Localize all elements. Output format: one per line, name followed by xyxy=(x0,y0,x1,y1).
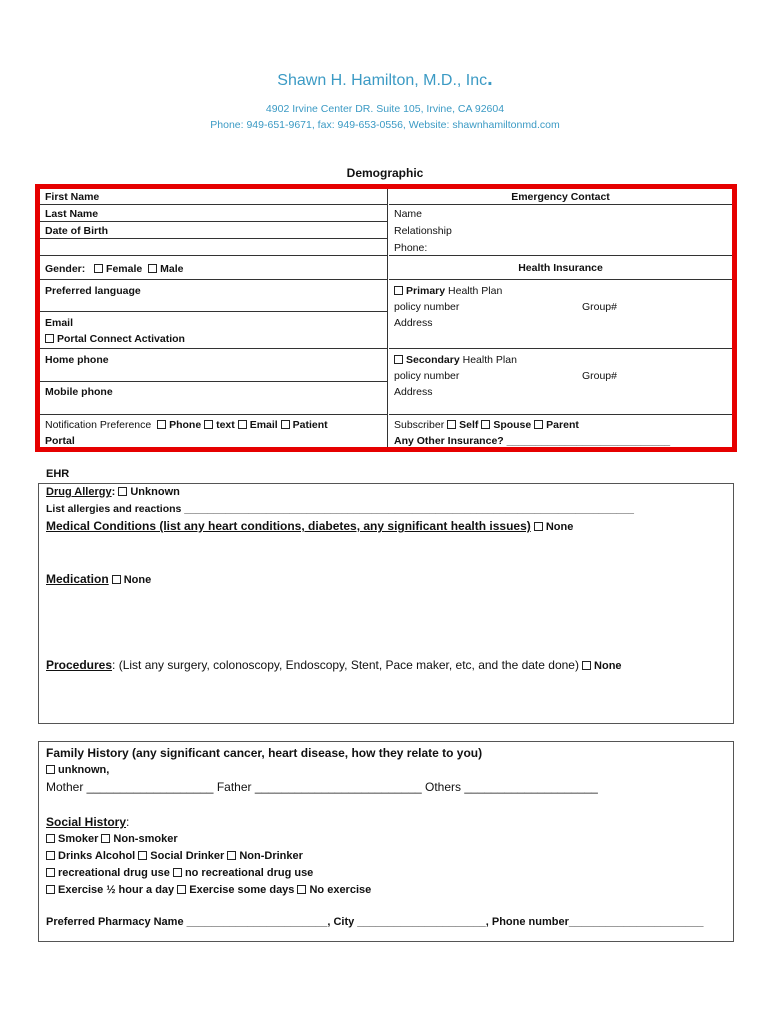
male-checkbox[interactable] xyxy=(148,264,157,273)
mobile-phone-field[interactable]: Mobile phone xyxy=(40,382,387,415)
ec-name-field[interactable]: Name xyxy=(394,208,423,220)
demographic-title: Demographic xyxy=(346,166,424,180)
first-name-field[interactable]: First Name xyxy=(40,189,387,205)
smoker-label: Smoker xyxy=(58,833,99,845)
notif-patient-checkbox[interactable] xyxy=(281,420,290,429)
notif-text-label: text xyxy=(216,419,235,431)
spouse-label: Spouse xyxy=(493,419,532,431)
notif-email-checkbox[interactable] xyxy=(238,420,247,429)
self-label: Self xyxy=(459,419,479,431)
demographic-right-column xyxy=(389,189,732,447)
demographic-left-column xyxy=(40,189,388,447)
notif-email-label: Email xyxy=(249,419,278,431)
email-field[interactable]: Email xyxy=(45,317,74,329)
emergency-contact-title: Emergency Contact xyxy=(389,189,732,205)
procedures-label: Procedures xyxy=(46,658,113,672)
home-phone-field[interactable]: Home phone xyxy=(40,349,387,382)
procedures-none-checkbox[interactable] xyxy=(582,661,591,670)
allergies-field[interactable]: List allergies and reactions _____________________________________________________________________________ xyxy=(46,503,634,515)
drug-allergy-unknown-checkbox[interactable] xyxy=(118,487,127,496)
no-exercise-checkbox[interactable] xyxy=(297,885,306,894)
non-drinker-label: Non-Drinker xyxy=(239,850,303,862)
family-unknown-checkbox[interactable] xyxy=(46,765,55,774)
secondary-checkbox[interactable] xyxy=(394,355,403,364)
notif-text-checkbox[interactable] xyxy=(204,420,213,429)
medication-none-label: None xyxy=(123,574,152,586)
family-history-section xyxy=(38,741,734,942)
notif-phone-label: Phone xyxy=(169,419,202,431)
medical-conditions-none-checkbox[interactable] xyxy=(534,522,543,531)
family-unknown-label: unknown, xyxy=(58,764,110,776)
gender-label: Gender: xyxy=(45,263,86,275)
notif-portal-label: Portal xyxy=(45,435,75,447)
primary-checkbox[interactable] xyxy=(394,286,403,295)
primary-health-plan-label: Health Plan xyxy=(448,285,503,297)
medical-conditions-label: Medical Conditions (list any heart conditions, diabetes, any significant health issues) xyxy=(46,519,531,533)
email-row xyxy=(40,312,387,349)
social-history-row: Social History: xyxy=(46,815,130,829)
drug-allergy-unknown-label: Unknown xyxy=(130,486,180,498)
ec-phone-field[interactable]: Phone: xyxy=(389,239,732,256)
exercise-daily-checkbox[interactable] xyxy=(46,885,55,894)
secondary-label: Secondary xyxy=(406,354,460,366)
procedures-none-label: None xyxy=(594,660,622,672)
subscriber-label: Subscriber xyxy=(394,419,445,431)
smoker-row xyxy=(46,831,726,847)
medical-conditions-none-label: None xyxy=(545,521,574,533)
exercise-daily-label: Exercise ½ hour a day xyxy=(58,884,175,896)
self-checkbox[interactable] xyxy=(447,420,456,429)
ehr-label: EHR xyxy=(46,468,70,480)
no-rec-drug-label: no recreational drug use xyxy=(184,867,314,879)
alcohol-row xyxy=(46,848,726,864)
secondary-policy-number[interactable]: policy number xyxy=(394,370,460,382)
primary-policy-number[interactable]: policy number xyxy=(394,301,460,313)
notification-label: Notification Preference xyxy=(45,419,152,431)
family-unknown-row xyxy=(46,762,726,778)
medication-none-checkbox[interactable] xyxy=(112,575,121,584)
drug-allergy-label: Drug Allergy xyxy=(46,486,112,498)
other-insurance-field[interactable]: Any Other Insurance? ____________________________ xyxy=(394,435,671,447)
non-drinker-checkbox[interactable] xyxy=(227,851,236,860)
last-name-field[interactable]: Last Name xyxy=(40,205,387,222)
ehr-section xyxy=(38,483,734,724)
exercise-row xyxy=(46,882,726,898)
gender-row xyxy=(40,256,387,280)
medication-row xyxy=(46,572,726,586)
blank-row xyxy=(40,239,387,256)
secondary-health-plan-label: Health Plan xyxy=(462,354,517,366)
secondary-address[interactable]: Address xyxy=(394,386,433,398)
clinic-name: Shawn H. Hamilton, M.D., Inc. xyxy=(277,68,493,90)
procedures-row xyxy=(46,658,726,672)
no-exercise-label: No exercise xyxy=(309,884,372,896)
drug-use-row xyxy=(46,865,726,881)
drinks-alcohol-checkbox[interactable] xyxy=(46,851,55,860)
female-checkbox[interactable] xyxy=(94,264,103,273)
family-history-title: Family History (any significant cancer, heart disease, how they relate to you) xyxy=(46,746,483,760)
medical-conditions-row xyxy=(46,519,726,533)
primary-insurance-block xyxy=(389,280,732,349)
health-insurance-title: Health Insurance xyxy=(389,256,732,280)
subscriber-row xyxy=(389,415,732,447)
rec-drug-checkbox[interactable] xyxy=(46,868,55,877)
ec-relationship-field[interactable]: Relationship xyxy=(394,225,452,237)
exercise-some-label: Exercise some days xyxy=(189,884,295,896)
clinic-header xyxy=(0,68,770,133)
secondary-group[interactable]: Group# xyxy=(581,370,617,382)
portal-checkbox[interactable] xyxy=(45,334,54,343)
primary-group[interactable]: Group# xyxy=(581,301,617,313)
portal-label: Portal Connect Activation xyxy=(57,333,185,345)
primary-label: Primary xyxy=(406,285,446,297)
parent-checkbox[interactable] xyxy=(534,420,543,429)
primary-address[interactable]: Address xyxy=(394,317,433,329)
language-field[interactable]: Preferred language xyxy=(40,280,387,312)
social-history-title: Social History xyxy=(46,815,127,829)
non-smoker-checkbox[interactable] xyxy=(101,834,110,843)
smoker-checkbox[interactable] xyxy=(46,834,55,843)
clinic-contact: Phone: 949-651-9671, fax: 949-653-0556, Website: shawnhamiltonmd.com xyxy=(210,119,560,131)
no-rec-drug-checkbox[interactable] xyxy=(173,868,182,877)
pharmacy-field[interactable]: Preferred Pharmacy Name _______________________, City _____________________, Phone number______________________ xyxy=(46,916,704,928)
drug-allergy-row: Drug Allergy: Unknown xyxy=(46,486,180,498)
notif-patient-label: Patient xyxy=(292,419,328,431)
spouse-checkbox[interactable] xyxy=(481,420,490,429)
social-drinker-label: Social Drinker xyxy=(150,850,225,862)
non-smoker-label: Non-smoker xyxy=(113,833,178,845)
secondary-insurance-block xyxy=(389,349,732,415)
male-label: Male xyxy=(160,263,184,275)
medication-label: Medication xyxy=(46,572,109,586)
drinks-alcohol-label: Drinks Alcohol xyxy=(58,850,136,862)
female-label: Female xyxy=(106,263,143,275)
rec-drug-label: recreational drug use xyxy=(58,867,170,879)
notification-row xyxy=(40,415,387,447)
notif-phone-checkbox[interactable] xyxy=(157,420,166,429)
social-drinker-checkbox[interactable] xyxy=(138,851,147,860)
demographic-section xyxy=(35,184,737,452)
clinic-address: 4902 Irvine Center DR. Suite 105, Irvine, CA 92604 xyxy=(265,103,505,115)
dob-field[interactable]: Date of Birth xyxy=(40,222,387,239)
exercise-some-checkbox[interactable] xyxy=(177,885,186,894)
relatives-field[interactable]: Mother ___________________ Father _________________________ Others ____________________ xyxy=(46,780,598,794)
procedures-text: : (List any surgery, colonoscopy, Endoscopy, Stent, Pace maker, etc, and the date done) xyxy=(112,658,579,672)
parent-label: Parent xyxy=(546,419,579,431)
